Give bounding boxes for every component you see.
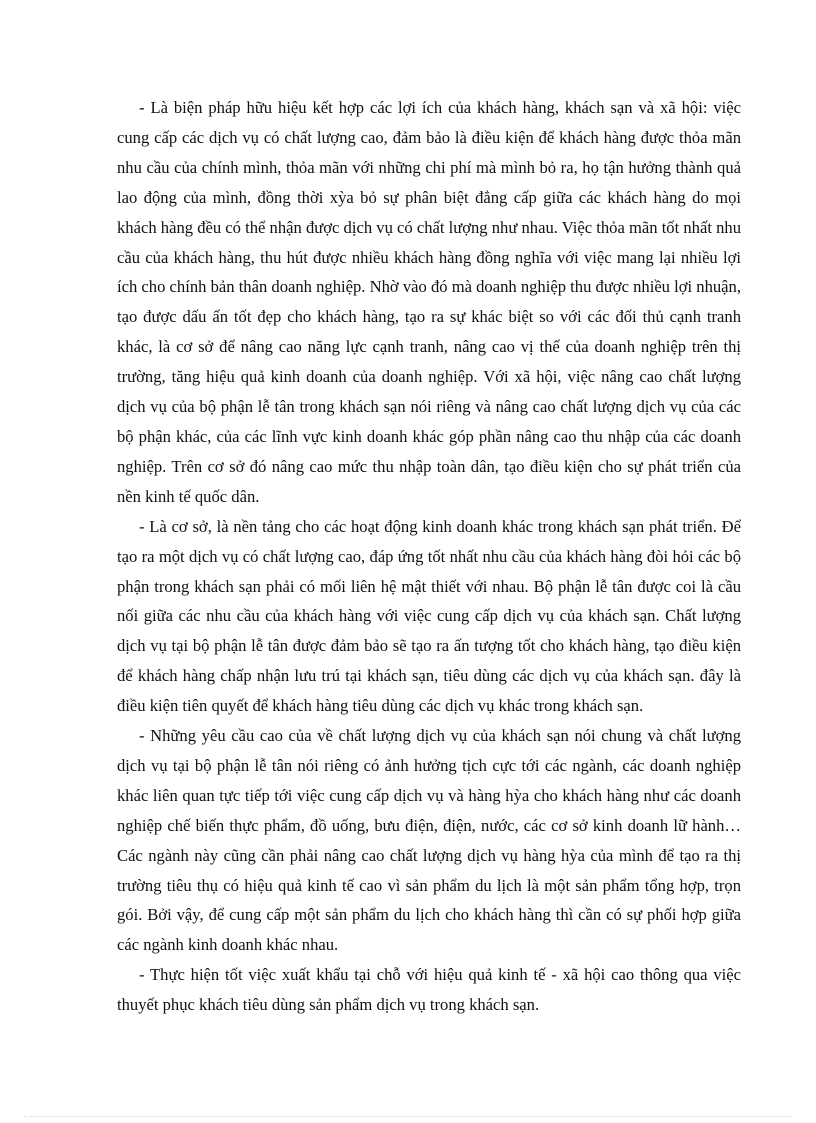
body-text [117, 93, 741, 1020]
paragraph-industry-impact: - Những yêu cầu cao của về chất lượng dịch vụ của khách sạn nói chung và chất lượng dịch vụ tại bộ phận lễ tân nói riêng có ảnh hưởng tịch cực tới các ngành, các doanh nghiệp khác liên quan tực tiếp tới việc cung cấp dịch vụ và hàng hỳa cho khách hàng như các doanh nghiệp chế biến thực phẩm, đồ uống, bưu điện, điện, nước, các cơ sở kinh doanh lữ hành… Các ngành này cũng cần phải nâng cao chất lượng dịch vụ hàng hỳa của mình để tạo ra thị trường tiêu thụ có hiệu quả kinh tế cao vì sản phẩm du lịch là một sản phẩm tổng hợp, trọn gói. Bởi vậy, để cung cấp một sản phẩm du lịch cho khách hàng thì cần có sự phối hợp giữa các ngành kinh doanh khác nhau. [117, 726, 741, 955]
paragraph-benefits-society: - Là biện pháp hữu hiệu kết hợp các lợi ích của khách hàng, khách sạn và xã hội: việc cung cấp các dịch vụ có chất lượng cao, đảm bảo là điều kiện để khách hàng được thỏa mãn nhu cầu của chính mình, thỏa mãn với những chi phí mà mình bỏ ra, họ tận hưởng thành quả lao động của mình, đồng thời xỳa bỏ sự phân biệt đẳng cấp giữa các khách hàng do mọi khách hàng đều có thể nhận được dịch vụ có chất lượng như nhau. Việc thỏa mãn tốt nhất nhu cầu của khách hàng, thu hút được nhiều khách hàng đồng nghĩa với việc mang lại nhiều lợi ích cho chính bản thân doanh nghiệp. Nhờ vào đó mà doanh nghiệp thu được nhiều lợi nhuận, tạo được dấu ấn tốt đẹp cho khách hàng, tạo ra sự khác biệt so với các đối thủ cạnh tranh khác, là cơ sở để nâng cao năng lực cạnh tranh, nâng cao vị thế của doanh nghiệp trên thị trường, tăng hiệu quả kinh doanh của doanh nghiệp. Với xã hội, việc nâng cao chất lượng dịch vụ của bộ phận lễ tân trong khách sạn nói riêng và nâng cao chất lượng dịch vụ của các bộ phận khác, của các lĩnh vực kinh doanh khác góp phần nâng cao thu nhập của các doanh nghiệp. Trên cơ sở đó nâng cao mức thu nhập toàn dân, tạo điều kiện cho sự phát triển của nền kinh tế quốc dân. [117, 98, 741, 506]
page-bottom-divider [24, 1116, 792, 1117]
paragraph-export-on-site: - Thực hiện tốt việc xuất khẩu tại chỗ với hiệu quả kinh tế - xã hội cao thông qua việc thuyết phục khách tiêu dùng sản phẩm dịch vụ trong khách sạn. [117, 965, 741, 1015]
paragraph-foundation: - Là cơ sở, là nền tảng cho các hoạt động kinh doanh khác trong khách sạn phát triển. Để tạo ra một dịch vụ có chất lượng cao, đáp ứng tốt nhất nhu cầu của khách hàng đòi hỏi các bộ phận trong khách sạn phải có mối liên hệ mật thiết với nhau. Bộ phận lễ tân được coi là cầu nối giữa các nhu cầu của khách hàng với việc cung cấp dịch vụ của khách sạn. Chất lượng dịch vụ tại bộ phận lễ tân được đảm bảo sẽ tạo ra ấn tượng tốt cho khách hàng, tạo điều kiện để khách hàng chấp nhận lưu trú tại khách sạn, tiêu dùng các dịch vụ của khách sạn. đây là điều kiện tiên quyết để khách hàng tiêu dùng các dịch vụ khác trong khách sạn. [117, 516, 741, 716]
